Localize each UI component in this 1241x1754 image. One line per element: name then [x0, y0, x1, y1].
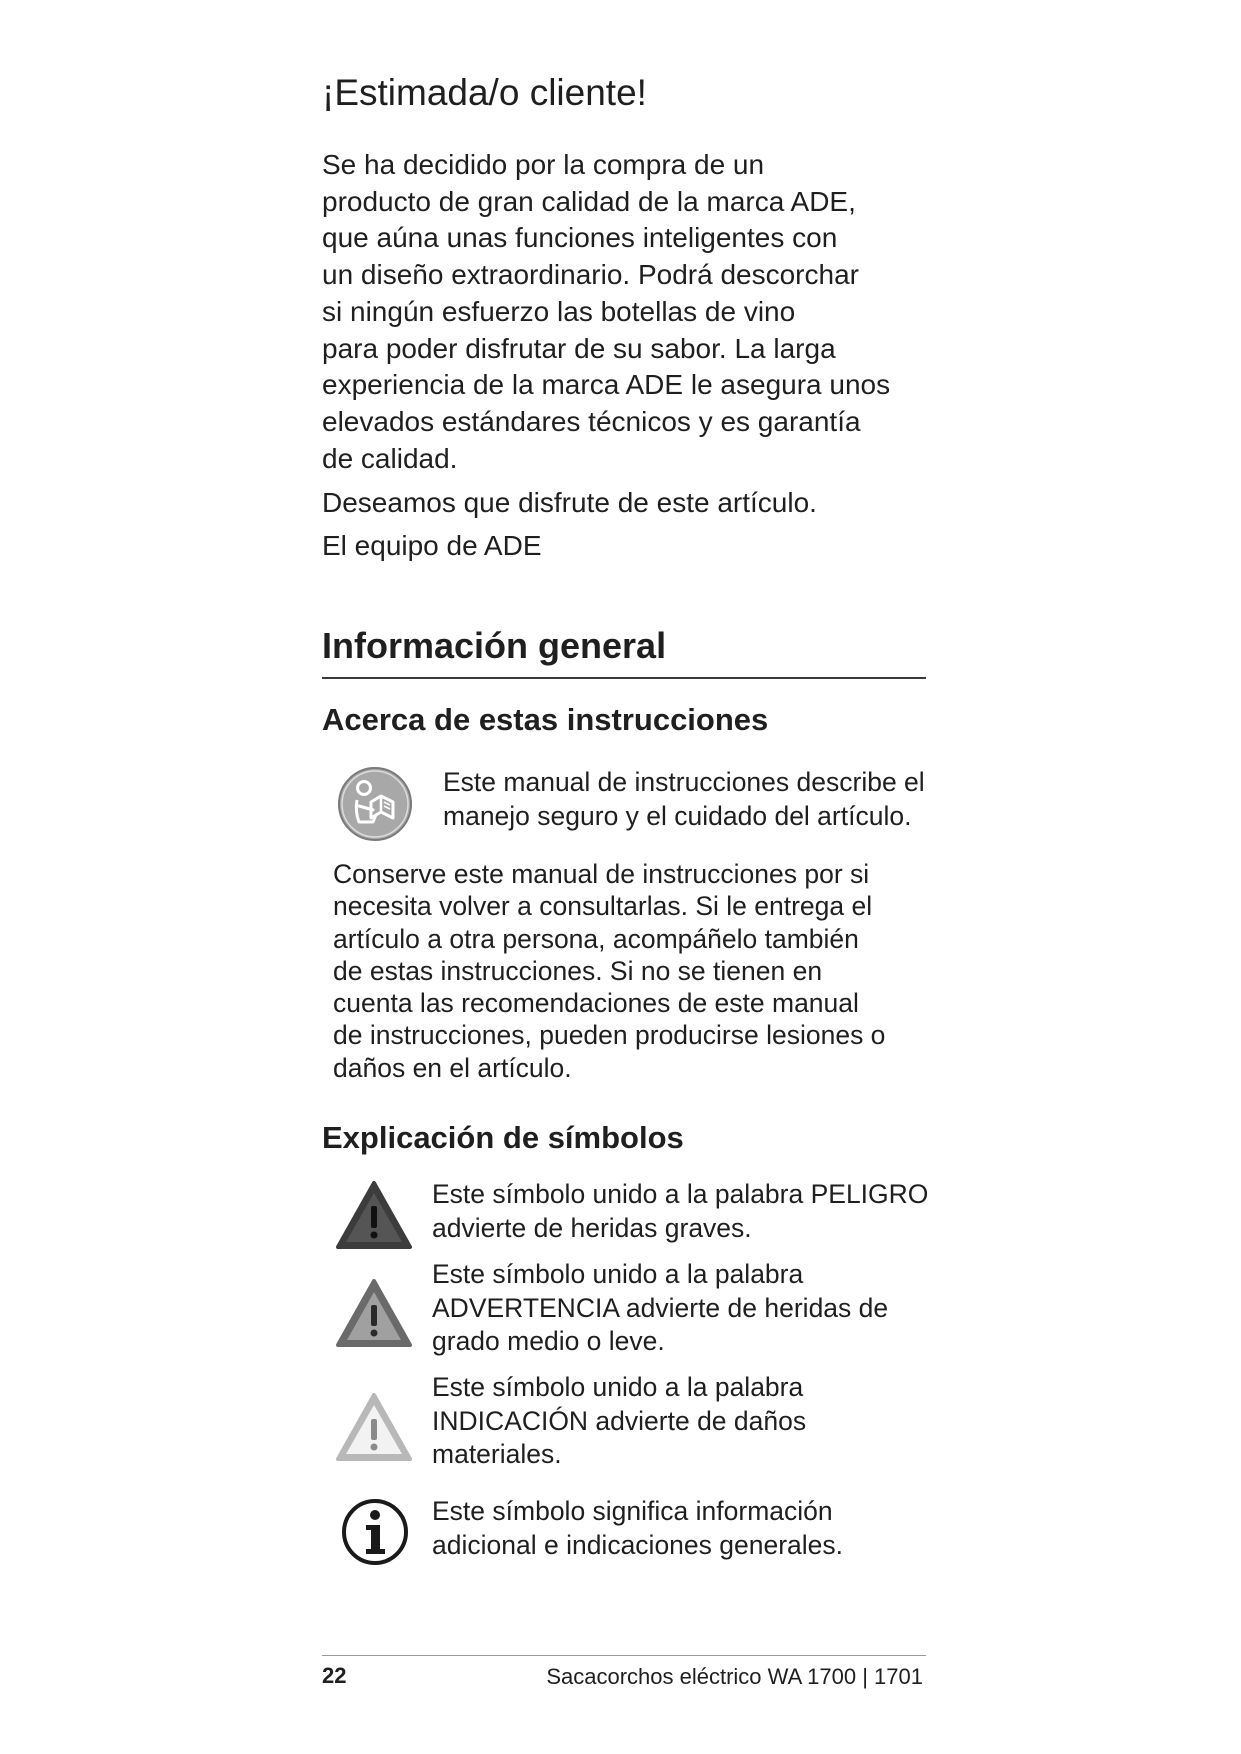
- warning-icon: [336, 1278, 412, 1348]
- symbol-text-line: advierte de heridas graves.: [432, 1212, 752, 1243]
- symbol-text-line: materiales.: [432, 1439, 562, 1470]
- symbol-text-line: adicional e indicaciones generales.: [432, 1529, 844, 1560]
- keep-text-line: de instrucciones, pueden producirse lesiones o: [333, 1020, 886, 1051]
- greeting-title: ¡Estimada/o cliente!: [322, 72, 647, 113]
- symbol-warning-description: [432, 1258, 952, 1359]
- keep-text-line: de estas instrucciones. Si no se tienen en: [333, 955, 823, 986]
- intro-line: producto de gran calidad de la marca ADE,: [322, 185, 856, 217]
- symbol-text-line: ADVERTENCIA advierte de heridas de: [432, 1292, 889, 1323]
- keep-text-line: necesita volver a consultarlas. Si le entrega el: [333, 891, 873, 922]
- intro-line: para poder disfrutar de su sabor. La larga: [322, 332, 836, 364]
- read-manual-icon: [337, 766, 413, 842]
- intro-paragraph: [322, 147, 942, 477]
- info-icon: [340, 1497, 410, 1567]
- intro-line: un diseño extraordinario. Podrá descorchar: [322, 259, 859, 291]
- notice-icon: [336, 1392, 412, 1462]
- symbol-danger-description: [432, 1178, 952, 1245]
- wish-text: Deseamos que disfrute de este artículo.: [322, 487, 817, 519]
- keep-text-line: Conserve este manual de instrucciones por si: [333, 859, 870, 889]
- team-signature: El equipo de ADE: [322, 530, 542, 562]
- keep-text-line: cuenta las recomendaciones de este manual: [333, 988, 859, 1019]
- symbol-text-line: INDICACIÓN advierte de daños: [432, 1405, 807, 1436]
- intro-text: [322, 147, 942, 565]
- footer-divider: [322, 1655, 926, 1656]
- manual-text-line: Este manual de instrucciones describe el: [443, 767, 925, 797]
- manual-icon-description: [443, 766, 943, 833]
- footer-product-name: Sacacorchos eléctrico WA 1700 | 1701: [546, 1664, 923, 1689]
- symbol-text-line: Este símbolo significa información: [432, 1496, 833, 1526]
- symbol-text-line: grado medio o leve.: [432, 1326, 665, 1357]
- symbol-notice-description: [432, 1371, 952, 1472]
- symbol-text-line: Este símbolo unido a la palabra PELIGRO: [432, 1179, 929, 1209]
- keep-manual-paragraph: [333, 858, 933, 1084]
- subsection-title-symbols: Explicación de símbolos: [322, 1120, 684, 1155]
- intro-line: experiencia de la marca ADE le asegura unos: [322, 369, 891, 401]
- symbol-text-line: Este símbolo unido a la palabra: [432, 1372, 804, 1402]
- keep-text-line: daños en el artículo.: [333, 1052, 572, 1083]
- subsection-title-about: Acerca de estas instrucciones: [322, 702, 769, 737]
- intro-line: Se ha decidido por la compra de un: [322, 149, 765, 180]
- symbol-info-description: [432, 1495, 952, 1562]
- keep-text-line: artículo a otra persona, acompáñelo también: [333, 923, 859, 954]
- intro-line: de calidad.: [322, 442, 458, 474]
- intro-line: elevados estándares técnicos y es garantía: [322, 405, 861, 437]
- intro-line: que aúna unas funciones inteligentes con: [322, 222, 838, 254]
- page-number: 22: [322, 1663, 347, 1688]
- intro-line: si ningún esfuerzo las botellas de vino: [322, 295, 796, 327]
- symbol-text-line: Este símbolo unido a la palabra: [432, 1259, 804, 1289]
- section-title-general: Información general: [322, 625, 926, 679]
- danger-warning-icon: [336, 1180, 412, 1250]
- manual-text-line: manejo seguro y el cuidado del artículo.: [443, 800, 912, 831]
